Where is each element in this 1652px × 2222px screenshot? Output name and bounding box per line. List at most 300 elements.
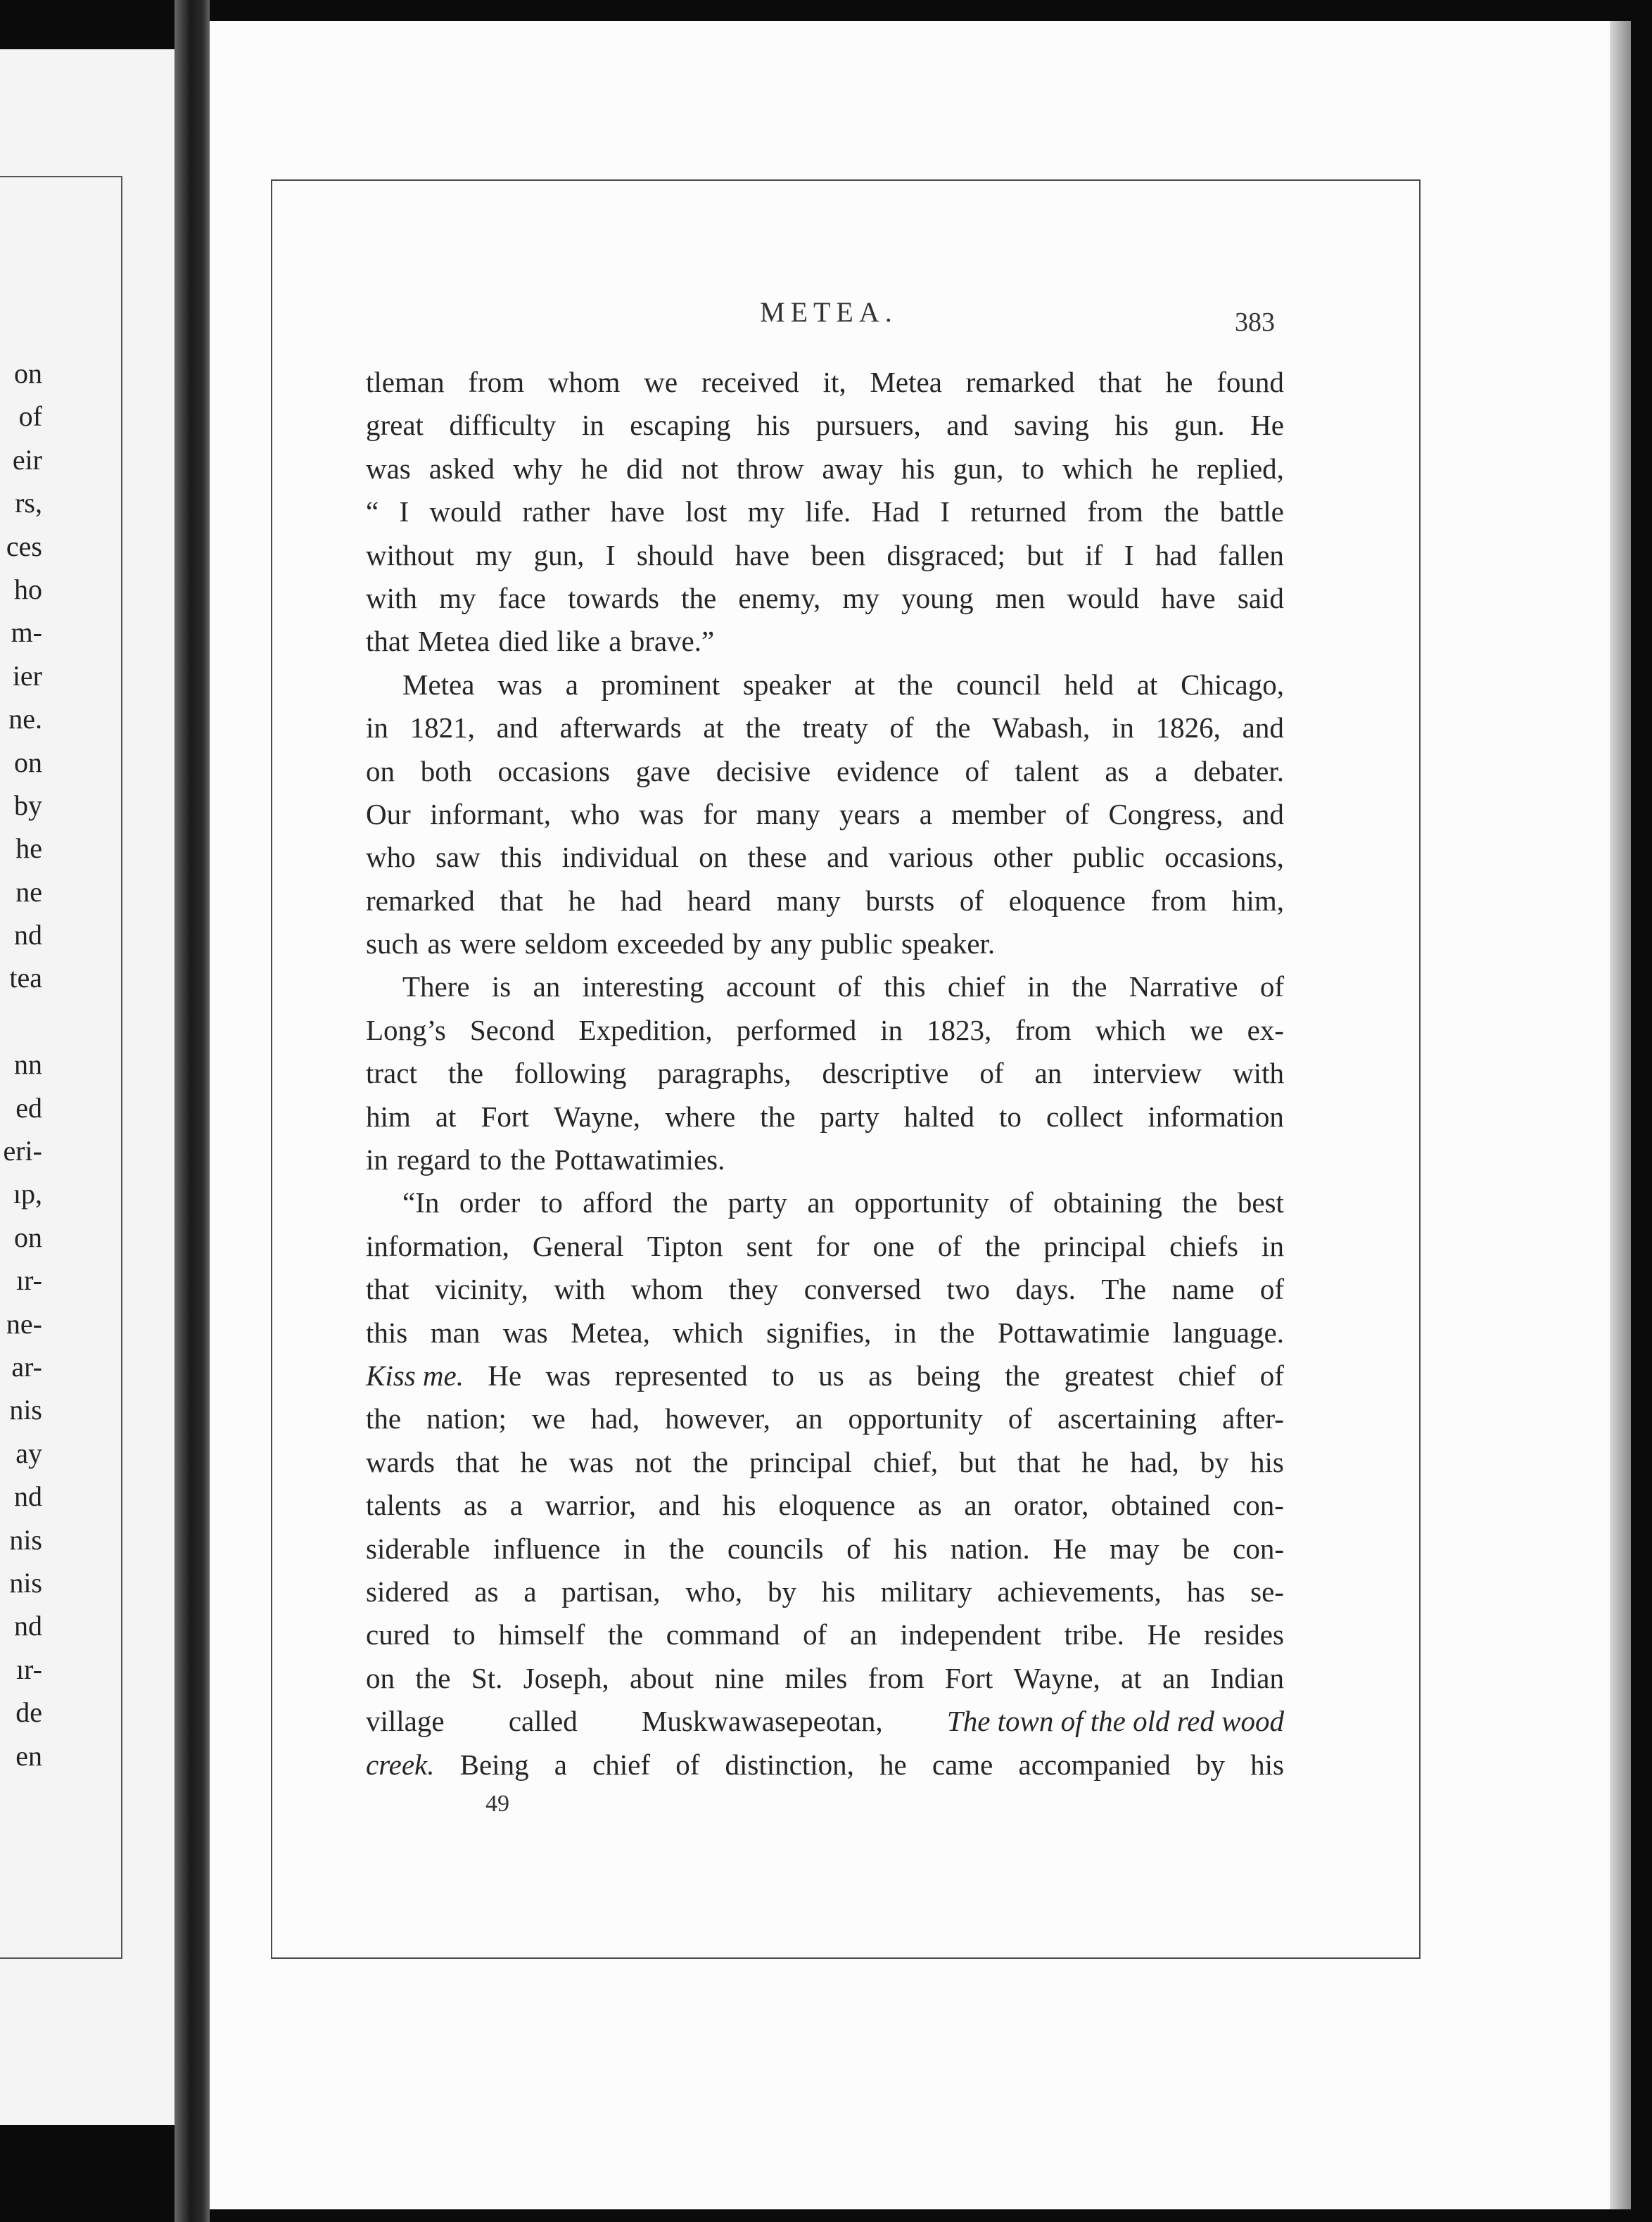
word: accompanied: [1018, 1748, 1171, 1781]
word: greatest: [1064, 1359, 1155, 1392]
signature-mark: 49: [485, 1791, 509, 1817]
word: influence: [493, 1532, 601, 1565]
word: con-: [1233, 1489, 1284, 1522]
text-line: [366, 1397, 1284, 1440]
word: after-: [1222, 1402, 1284, 1435]
word: from: [1087, 495, 1143, 528]
word: and: [827, 841, 869, 874]
word: sent: [746, 1229, 793, 1262]
word: con-: [1233, 1532, 1284, 1565]
word: at: [1121, 1661, 1142, 1694]
edge-fragment: nd: [14, 919, 42, 951]
word: these: [747, 841, 807, 874]
word: a: [509, 1489, 523, 1522]
word: that: [456, 1445, 500, 1478]
word: an: [795, 1402, 823, 1435]
word: asked: [428, 452, 495, 485]
edge-fragment: nis: [9, 1394, 42, 1426]
word: of: [675, 1748, 700, 1781]
word: He: [1147, 1618, 1181, 1651]
word: have: [735, 538, 790, 571]
word: an: [1162, 1661, 1190, 1694]
word: we: [1189, 1013, 1224, 1046]
word: to: [540, 1186, 563, 1219]
word: of: [1065, 797, 1090, 830]
word: nation.: [950, 1532, 1030, 1565]
word: chief,: [872, 1445, 939, 1478]
book-gutter: [174, 0, 210, 2222]
word: 1821,: [409, 711, 475, 744]
word: Fort: [944, 1661, 993, 1694]
word: he: [568, 884, 596, 917]
word: on: [699, 841, 728, 874]
word: he: [1165, 366, 1193, 398]
word: has: [1186, 1575, 1226, 1608]
word: “: [366, 495, 379, 528]
word: in: [581, 409, 604, 442]
word: by: [1195, 1748, 1225, 1781]
word: and: [1242, 797, 1284, 830]
word: gun,: [953, 452, 1004, 485]
text-line: [366, 706, 1284, 749]
word: from: [868, 1661, 925, 1694]
word: Chicago,: [1181, 668, 1284, 701]
word: being: [916, 1359, 981, 1392]
word: from: [468, 366, 525, 398]
word: halted: [903, 1100, 974, 1133]
word: that: [500, 884, 543, 917]
text-line: [366, 404, 1284, 447]
word: escaping: [630, 409, 731, 442]
word: of: [979, 1057, 1004, 1090]
word: He: [1250, 409, 1284, 442]
word: years: [839, 797, 901, 830]
edge-fragment: he: [15, 832, 42, 865]
word: on: [366, 1661, 395, 1694]
word: by: [768, 1575, 797, 1608]
word: and: [1242, 711, 1284, 744]
word: an: [850, 1618, 877, 1651]
word: which: [1062, 452, 1133, 485]
word: regard: [397, 1143, 471, 1176]
word: as: [474, 1575, 499, 1608]
word: in: [1262, 1229, 1284, 1262]
word: Metea,: [571, 1316, 650, 1349]
edge-fragment: on: [14, 746, 42, 778]
word: and: [496, 711, 538, 744]
edge-fragment: nis: [9, 1566, 42, 1599]
text-line: [366, 490, 1284, 533]
word: should: [636, 538, 714, 571]
word: with: [366, 581, 417, 614]
word: young: [901, 581, 974, 614]
word: the: [608, 1618, 644, 1651]
word: distinction,: [725, 1748, 854, 1781]
word: to: [772, 1359, 794, 1392]
text-line: [366, 750, 1284, 793]
word: Second: [469, 1013, 555, 1046]
edge-fragment: by: [14, 789, 42, 821]
word: replied,: [1196, 452, 1284, 485]
word: St.: [471, 1661, 503, 1694]
word: have: [1161, 581, 1216, 614]
word: we: [531, 1402, 566, 1435]
word: opportunity: [854, 1186, 989, 1219]
word: which: [673, 1316, 744, 1349]
word: fallen: [1218, 538, 1284, 571]
word: warrior,: [545, 1489, 637, 1522]
edge-fragment: eri-: [3, 1135, 42, 1167]
word: both: [420, 754, 472, 787]
word: chief: [1178, 1359, 1236, 1392]
word: the: [1182, 1186, 1218, 1219]
word: life.: [805, 495, 851, 528]
word: returned: [970, 495, 1067, 528]
word: to: [999, 1100, 1022, 1133]
previous-page-edge: [0, 49, 176, 2125]
word: the: [1164, 495, 1200, 528]
word: heard: [687, 884, 751, 917]
word: remarked: [366, 884, 475, 917]
edge-fragment: nis: [9, 1523, 42, 1556]
word: himself: [498, 1618, 585, 1651]
word: in: [623, 1532, 647, 1565]
word: be: [1182, 1532, 1210, 1565]
word: obtained: [1111, 1489, 1211, 1522]
text-line: [366, 1052, 1284, 1095]
word: gun,: [533, 538, 585, 571]
text-line: [366, 664, 1284, 706]
word: exceeded: [616, 927, 725, 960]
edge-fragment: eir: [12, 443, 42, 476]
word: called: [508, 1705, 578, 1738]
word: as: [1105, 754, 1129, 787]
text-line: [366, 577, 1284, 620]
word: at: [435, 1100, 457, 1133]
word: cured: [366, 1618, 431, 1651]
edge-fragment: on: [14, 357, 42, 389]
word: Wayne,: [553, 1100, 640, 1133]
word: various: [888, 841, 974, 874]
word: 1823,: [926, 1013, 992, 1046]
edge-fragment: ne.: [8, 703, 42, 735]
word: Congress,: [1108, 797, 1224, 830]
text-line: [366, 534, 1284, 577]
word: miles: [784, 1661, 848, 1694]
word: where: [665, 1100, 736, 1133]
word: were: [459, 927, 516, 960]
word: man: [430, 1316, 481, 1349]
word: as: [917, 1489, 942, 1522]
word: an: [807, 1186, 835, 1219]
word: paragraphs,: [657, 1057, 792, 1090]
word: many: [776, 884, 841, 917]
word: by: [732, 927, 762, 960]
word: Our: [366, 797, 411, 830]
word: had,: [590, 1402, 640, 1435]
text-line: [366, 1744, 1284, 1786]
word: which: [1095, 1013, 1166, 1046]
word: not: [635, 1445, 672, 1478]
word: my: [439, 581, 476, 614]
word: about: [630, 1661, 694, 1694]
word: who,: [685, 1575, 743, 1608]
word: whom: [630, 1273, 704, 1306]
word: that: [366, 1273, 409, 1306]
word: the: [760, 1100, 796, 1133]
word: Kiss me.: [366, 1359, 464, 1392]
word: as: [427, 927, 452, 960]
word: the: [681, 581, 717, 614]
edge-fragment: nn: [14, 1048, 42, 1081]
edge-fragment: ne-: [6, 1307, 42, 1340]
word: who: [366, 841, 416, 874]
word: command: [666, 1618, 780, 1651]
word: any: [770, 927, 812, 960]
word: to: [452, 1618, 476, 1651]
word: that: [1098, 366, 1142, 398]
word: the: [415, 1661, 451, 1694]
word: interview: [1093, 1057, 1202, 1090]
word: chief: [592, 1748, 651, 1781]
word: was: [502, 1316, 548, 1349]
word: from: [1015, 1013, 1072, 1046]
word: tract: [366, 1057, 417, 1090]
word: a: [609, 625, 622, 658]
word: however,: [665, 1402, 770, 1435]
word: the: [447, 1057, 483, 1090]
word: his: [1250, 1748, 1284, 1781]
word: debater.: [1193, 754, 1284, 787]
word: represented: [614, 1359, 748, 1392]
word: the: [985, 1229, 1021, 1262]
word: of: [837, 970, 862, 1003]
word: Wayne,: [1013, 1661, 1100, 1694]
word: would: [429, 495, 502, 528]
word: gun.: [1174, 409, 1225, 442]
word: who: [570, 797, 620, 830]
word: his: [722, 1489, 756, 1522]
word: away: [822, 452, 883, 485]
word: saving: [1013, 409, 1090, 442]
edge-fragment: ır-: [16, 1653, 42, 1685]
edge-fragment: [0, 1000, 42, 1043]
text-line: [366, 793, 1284, 836]
word: my: [747, 495, 785, 528]
word: of: [1259, 1273, 1284, 1306]
word: with: [1233, 1057, 1284, 1090]
word: his: [821, 1575, 856, 1608]
word: chief: [947, 970, 1005, 1003]
word: received: [701, 366, 799, 398]
word: Metea: [417, 625, 490, 658]
edge-fragment: ıp,: [13, 1178, 42, 1210]
text-line: [366, 620, 1284, 663]
word: been: [811, 538, 865, 571]
word: with: [554, 1273, 606, 1306]
word: on: [366, 754, 395, 787]
previous-page-text-fragments: [0, 352, 42, 1777]
word: he: [580, 452, 609, 485]
edge-fragment: on: [14, 1221, 42, 1253]
word: prominent: [601, 668, 720, 701]
edge-fragment: ay: [15, 1437, 42, 1469]
word: his: [1250, 1445, 1284, 1478]
word: Indian: [1210, 1661, 1284, 1694]
word: council: [955, 668, 1041, 701]
word: his: [901, 452, 935, 485]
text-line: [366, 1312, 1284, 1354]
word: I: [1124, 538, 1134, 571]
word: the: [692, 1445, 728, 1478]
text-line: [366, 1009, 1284, 1052]
edge-fragment: de: [15, 1696, 42, 1729]
word: this: [500, 841, 542, 874]
word: individual: [561, 841, 679, 874]
word: Pottawatimie: [997, 1316, 1150, 1349]
word: at: [703, 711, 724, 744]
word: siderable: [366, 1532, 470, 1565]
word: I: [399, 495, 409, 528]
word: we: [644, 366, 678, 398]
word: face: [497, 581, 546, 614]
word: his: [756, 409, 791, 442]
edge-fragment: ho: [14, 573, 42, 605]
word: the: [1005, 1359, 1041, 1392]
word: that: [366, 625, 409, 658]
word: his: [894, 1532, 928, 1565]
word: There: [402, 970, 470, 1003]
word: conversed: [803, 1273, 921, 1306]
word: the: [510, 1143, 546, 1176]
word: difficulty: [449, 409, 557, 442]
edge-fragment: tea: [9, 962, 42, 994]
word: Wabash,: [992, 711, 1091, 744]
word: to: [479, 1143, 502, 1176]
word: whom: [547, 366, 621, 398]
edge-fragment: m-: [11, 616, 42, 649]
word: without: [366, 538, 455, 571]
word: had: [1155, 538, 1197, 571]
word: evidence: [837, 754, 939, 787]
word: creek.: [366, 1748, 435, 1781]
word: principal: [749, 1445, 852, 1478]
word: Metea: [870, 366, 942, 398]
word: saw: [435, 841, 481, 874]
word: opportunity: [848, 1402, 983, 1435]
word: came: [932, 1748, 993, 1781]
word: at: [853, 668, 875, 701]
text-line: [366, 1181, 1284, 1224]
text-line: [366, 1441, 1284, 1484]
word: gave: [635, 754, 691, 787]
word: Being: [459, 1748, 529, 1781]
word: Narrative: [1129, 970, 1238, 1003]
word: like: [557, 625, 600, 658]
word: of: [965, 754, 989, 787]
word: interesting: [582, 970, 704, 1003]
word: Metea: [402, 668, 475, 701]
word: the: [673, 1186, 709, 1219]
word: Pottawatimies.: [554, 1143, 725, 1176]
word: collect: [1046, 1100, 1124, 1133]
word: occasions: [497, 754, 610, 787]
word: but: [1027, 538, 1064, 571]
word: enemy,: [738, 581, 821, 614]
word: have: [610, 495, 665, 528]
word: brave.”: [630, 625, 715, 658]
word: a: [565, 668, 578, 701]
edge-fragment: ces: [6, 530, 42, 562]
page-edge-shadow: [1610, 21, 1631, 2209]
word: signifies,: [766, 1316, 872, 1349]
text-line: [366, 1613, 1284, 1656]
word: lost: [685, 495, 727, 528]
word: great: [366, 409, 424, 442]
word: other: [993, 841, 1053, 874]
page-number: 383: [1235, 307, 1275, 337]
word: days.: [1015, 1273, 1076, 1306]
word: Tipton: [647, 1229, 723, 1262]
word: as: [868, 1359, 893, 1392]
word: wards: [366, 1445, 435, 1478]
word: a: [1155, 754, 1168, 787]
word: independent: [900, 1618, 1041, 1651]
word: did: [626, 452, 663, 485]
text-line: [366, 1096, 1284, 1138]
word: The town of the old red wood: [946, 1705, 1284, 1738]
word: military: [880, 1575, 972, 1608]
edge-fragment: nd: [14, 1480, 42, 1513]
text-line: [366, 1225, 1284, 1268]
word: was: [639, 797, 685, 830]
word: language.: [1172, 1316, 1284, 1349]
word: nine: [714, 1661, 765, 1694]
text-line: [366, 922, 1284, 965]
word: throw: [736, 452, 804, 485]
text-line: [366, 447, 1284, 490]
word: he: [879, 1748, 907, 1781]
word: order: [459, 1186, 521, 1219]
word: held: [1064, 668, 1114, 701]
text-line: [366, 1354, 1284, 1397]
word: if: [1085, 538, 1103, 571]
word: The: [1101, 1273, 1147, 1306]
word: treaty: [802, 711, 868, 744]
word: informant,: [430, 797, 552, 830]
word: was: [568, 1445, 614, 1478]
word: resides: [1204, 1618, 1284, 1651]
word: for: [703, 797, 737, 830]
text-line: [366, 1484, 1284, 1527]
word: “In: [402, 1186, 440, 1219]
word: one: [872, 1229, 915, 1262]
word: ex-: [1247, 1013, 1284, 1046]
word: General: [532, 1229, 624, 1262]
word: He: [488, 1359, 522, 1392]
word: in: [366, 1143, 388, 1176]
running-head: METEA.: [760, 296, 898, 328]
word: of: [937, 1229, 962, 1262]
word: the: [745, 711, 781, 744]
word: public: [1072, 841, 1145, 874]
word: the: [366, 1402, 402, 1435]
edge-fragment: rs,: [15, 487, 42, 519]
word: in: [1112, 711, 1134, 744]
word: of: [1008, 1402, 1032, 1435]
word: achievements,: [997, 1575, 1162, 1608]
word: an: [1034, 1057, 1062, 1090]
